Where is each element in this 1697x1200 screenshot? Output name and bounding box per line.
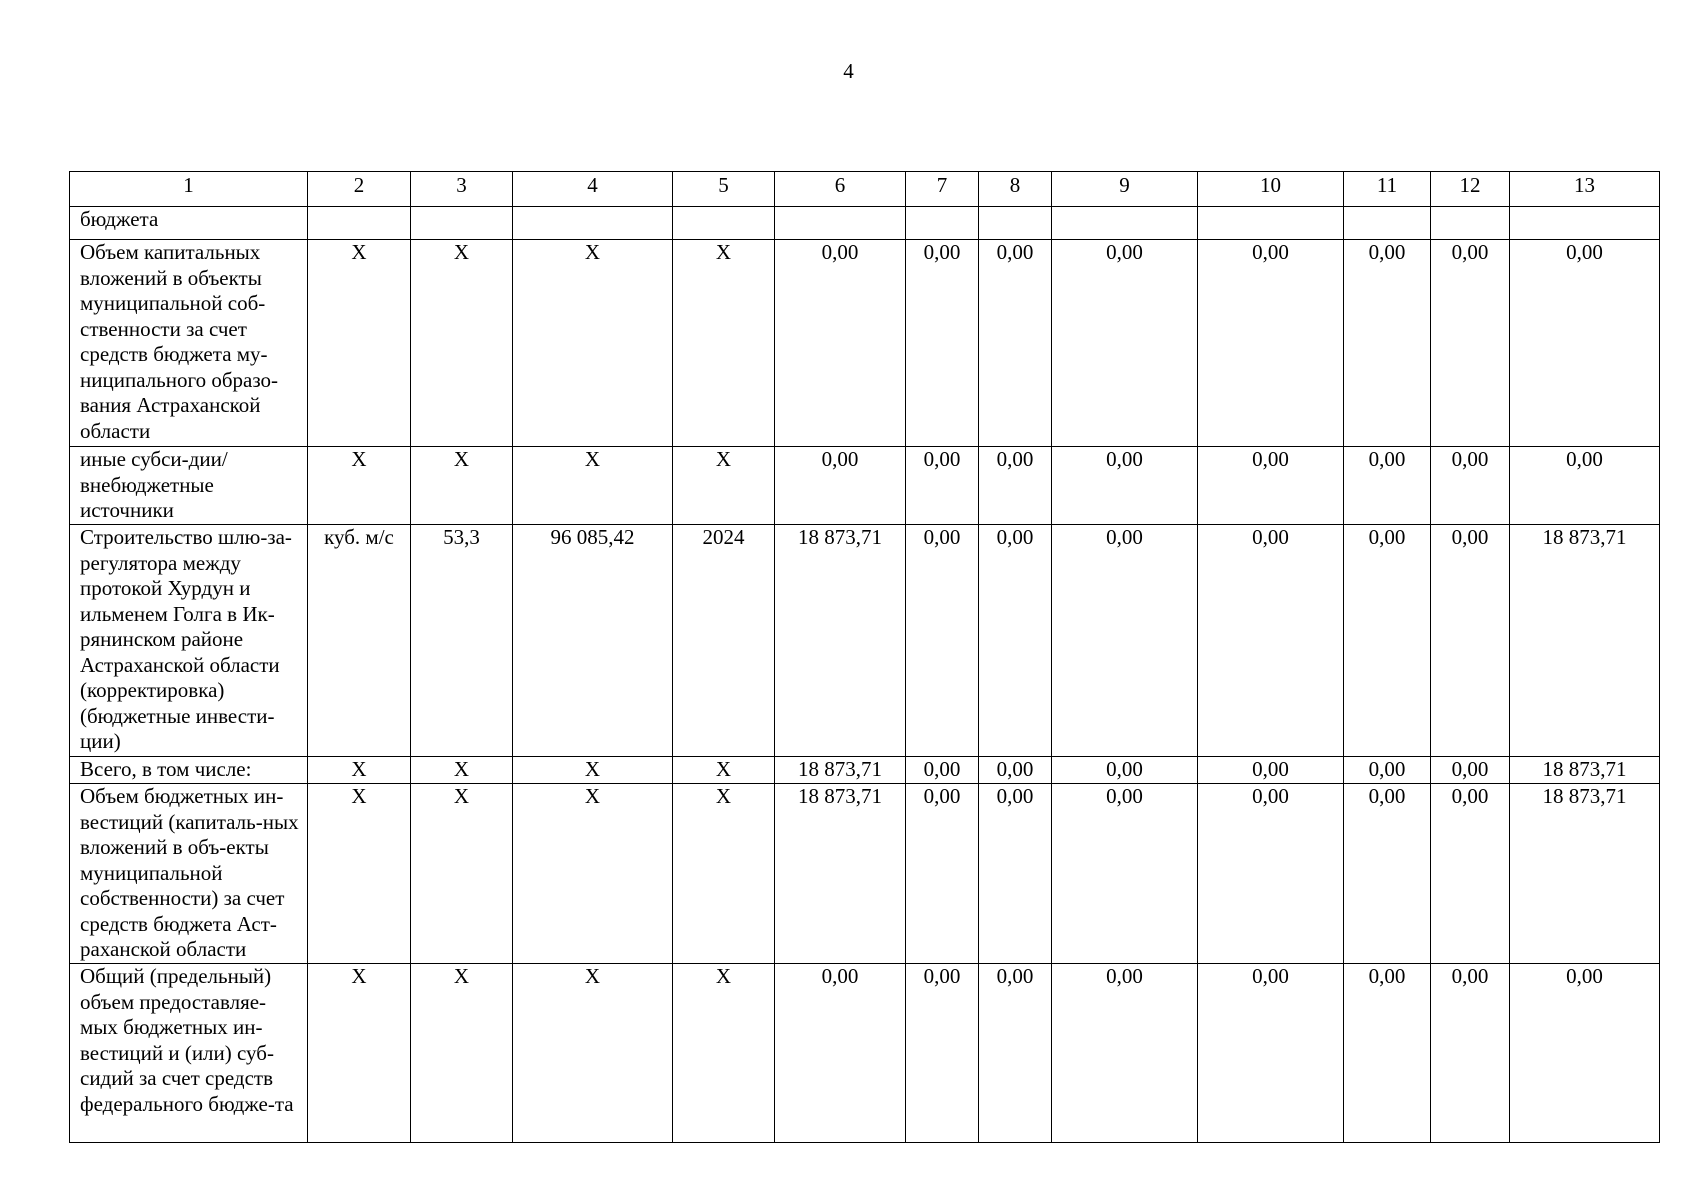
- table-cell: 0,00: [979, 964, 1052, 1143]
- table-cell: [1431, 207, 1510, 240]
- table-cell: 0,00: [979, 525, 1052, 757]
- table-cell: 0,00: [1198, 757, 1344, 784]
- table-cell: Х: [308, 964, 411, 1143]
- table-cell: Х: [308, 757, 411, 784]
- table-cell: 0,00: [906, 447, 979, 525]
- column-header: 3: [411, 172, 513, 207]
- table-cell: [673, 207, 775, 240]
- table-cell: 18 873,71: [1510, 757, 1660, 784]
- table-cell: Х: [308, 447, 411, 525]
- table-cell: 0,00: [1052, 240, 1198, 447]
- table-row: [70, 447, 1660, 525]
- table-cell: 0,00: [906, 525, 979, 757]
- table-cell: [906, 207, 979, 240]
- table-cell: куб. м/с: [308, 525, 411, 757]
- table-cell: Х: [411, 757, 513, 784]
- table-cell: 0,00: [1431, 447, 1510, 525]
- table-cell: Х: [308, 240, 411, 447]
- table-cell: Х: [673, 447, 775, 525]
- table-row: [70, 757, 1660, 784]
- table-cell: 0,00: [1052, 784, 1198, 964]
- row-label: Общий (предельный) объем предоставляе-мых бюджетных ин-вестиций и (или) суб-сидий за счет средств федерального бюдже-та: [70, 964, 308, 1143]
- row-label: Всего, в том числе:: [70, 757, 308, 784]
- table-cell: 0,00: [1431, 240, 1510, 447]
- table-cell: Х: [513, 447, 673, 525]
- table-cell: Х: [411, 240, 513, 447]
- table-row: [70, 525, 1660, 757]
- table-cell: Х: [513, 784, 673, 964]
- table-row: [70, 207, 1660, 240]
- table-cell: [979, 207, 1052, 240]
- table-cell: 0,00: [1052, 757, 1198, 784]
- table-cell: 0,00: [906, 757, 979, 784]
- table-cell: 0,00: [1510, 240, 1660, 447]
- table-cell: Х: [513, 964, 673, 1143]
- table-cell: [308, 207, 411, 240]
- table-cell: Х: [308, 784, 411, 964]
- table-row: [70, 964, 1660, 1143]
- table-cell: 96 085,42: [513, 525, 673, 757]
- table-cell: Х: [411, 964, 513, 1143]
- column-header: 7: [906, 172, 979, 207]
- column-header: 11: [1344, 172, 1431, 207]
- table-cell: Х: [673, 757, 775, 784]
- table-cell: Х: [673, 240, 775, 447]
- page-number: 4: [843, 59, 854, 83]
- table-cell: 0,00: [1344, 447, 1431, 525]
- table-cell: 0,00: [775, 447, 906, 525]
- table-row: [70, 784, 1660, 964]
- table-cell: 0,00: [906, 240, 979, 447]
- table-cell: 0,00: [979, 240, 1052, 447]
- row-label: Строительство шлю-за-регулятора между протокой Хурдун и ильменем Голга в Ик-рянинском районе Астраханской области (корректировка) (бюджетные инвести-ции): [70, 525, 308, 757]
- table-cell: 2024: [673, 525, 775, 757]
- table-cell: Х: [513, 757, 673, 784]
- table-cell: 18 873,71: [775, 757, 906, 784]
- table-cell: 18 873,71: [775, 784, 906, 964]
- table-cell: 18 873,71: [1510, 525, 1660, 757]
- table-cell: Х: [673, 784, 775, 964]
- table-cell: 0,00: [906, 784, 979, 964]
- table-row: [70, 240, 1660, 447]
- table-header-row: [70, 172, 1660, 207]
- column-header: 8: [979, 172, 1052, 207]
- row-label: Объем бюджетных ин-вестиций (капиталь-ных вложений в объ-екты муниципальной собственности) за счет средств бюджета Аст-раханской области: [70, 784, 308, 964]
- table-cell: 0,00: [1052, 964, 1198, 1143]
- column-header: 1: [70, 172, 308, 207]
- table-cell: 0,00: [1510, 964, 1660, 1143]
- table-cell: 0,00: [979, 447, 1052, 525]
- table-cell: 0,00: [1344, 525, 1431, 757]
- table-cell: 0,00: [979, 757, 1052, 784]
- budget-table: [69, 171, 1660, 1143]
- column-header: 13: [1510, 172, 1660, 207]
- table-cell: 18 873,71: [1510, 784, 1660, 964]
- row-label: Объем капитальных вложений в объекты муниципальной соб-ственности за счет средств бюджета му-ниципального образо-вания Астраханской области: [70, 240, 308, 447]
- table-cell: 0,00: [1510, 447, 1660, 525]
- table-cell: [1052, 207, 1198, 240]
- table-cell: 18 873,71: [775, 525, 906, 757]
- table-cell: 0,00: [775, 964, 906, 1143]
- table-cell: 0,00: [1198, 964, 1344, 1143]
- table-cell: [411, 207, 513, 240]
- column-header: 10: [1198, 172, 1344, 207]
- table-cell: [1198, 207, 1344, 240]
- table-cell: 0,00: [979, 784, 1052, 964]
- table-cell: [1344, 207, 1431, 240]
- row-label: бюджета: [70, 207, 308, 240]
- column-header: 9: [1052, 172, 1198, 207]
- table-cell: [513, 207, 673, 240]
- table-cell: 0,00: [775, 240, 906, 447]
- table-cell: 0,00: [1431, 525, 1510, 757]
- table-cell: 0,00: [1431, 757, 1510, 784]
- table-cell: 0,00: [1198, 784, 1344, 964]
- table-cell: 0,00: [1431, 784, 1510, 964]
- table-cell: 0,00: [1431, 964, 1510, 1143]
- column-header: 2: [308, 172, 411, 207]
- table-cell: 0,00: [1198, 525, 1344, 757]
- table-cell: [775, 207, 906, 240]
- table-cell: 0,00: [1052, 447, 1198, 525]
- table-cell: 0,00: [1198, 447, 1344, 525]
- row-label: иные субси-дии/внебюджетные источники: [70, 447, 308, 525]
- table-cell: 0,00: [1344, 784, 1431, 964]
- table-cell: Х: [411, 447, 513, 525]
- table-cell: 0,00: [906, 964, 979, 1143]
- column-header: 4: [513, 172, 673, 207]
- table-cell: 0,00: [1344, 757, 1431, 784]
- table-cell: Х: [673, 964, 775, 1143]
- table-cell: 0,00: [1198, 240, 1344, 447]
- column-header: 12: [1431, 172, 1510, 207]
- table-cell: Х: [513, 240, 673, 447]
- table-cell: 0,00: [1344, 240, 1431, 447]
- table-cell: 0,00: [1344, 964, 1431, 1143]
- column-header: 5: [673, 172, 775, 207]
- table-cell: 53,3: [411, 525, 513, 757]
- table-cell: [1510, 207, 1660, 240]
- column-header: 6: [775, 172, 906, 207]
- table-cell: 0,00: [1052, 525, 1198, 757]
- table-cell: Х: [411, 784, 513, 964]
